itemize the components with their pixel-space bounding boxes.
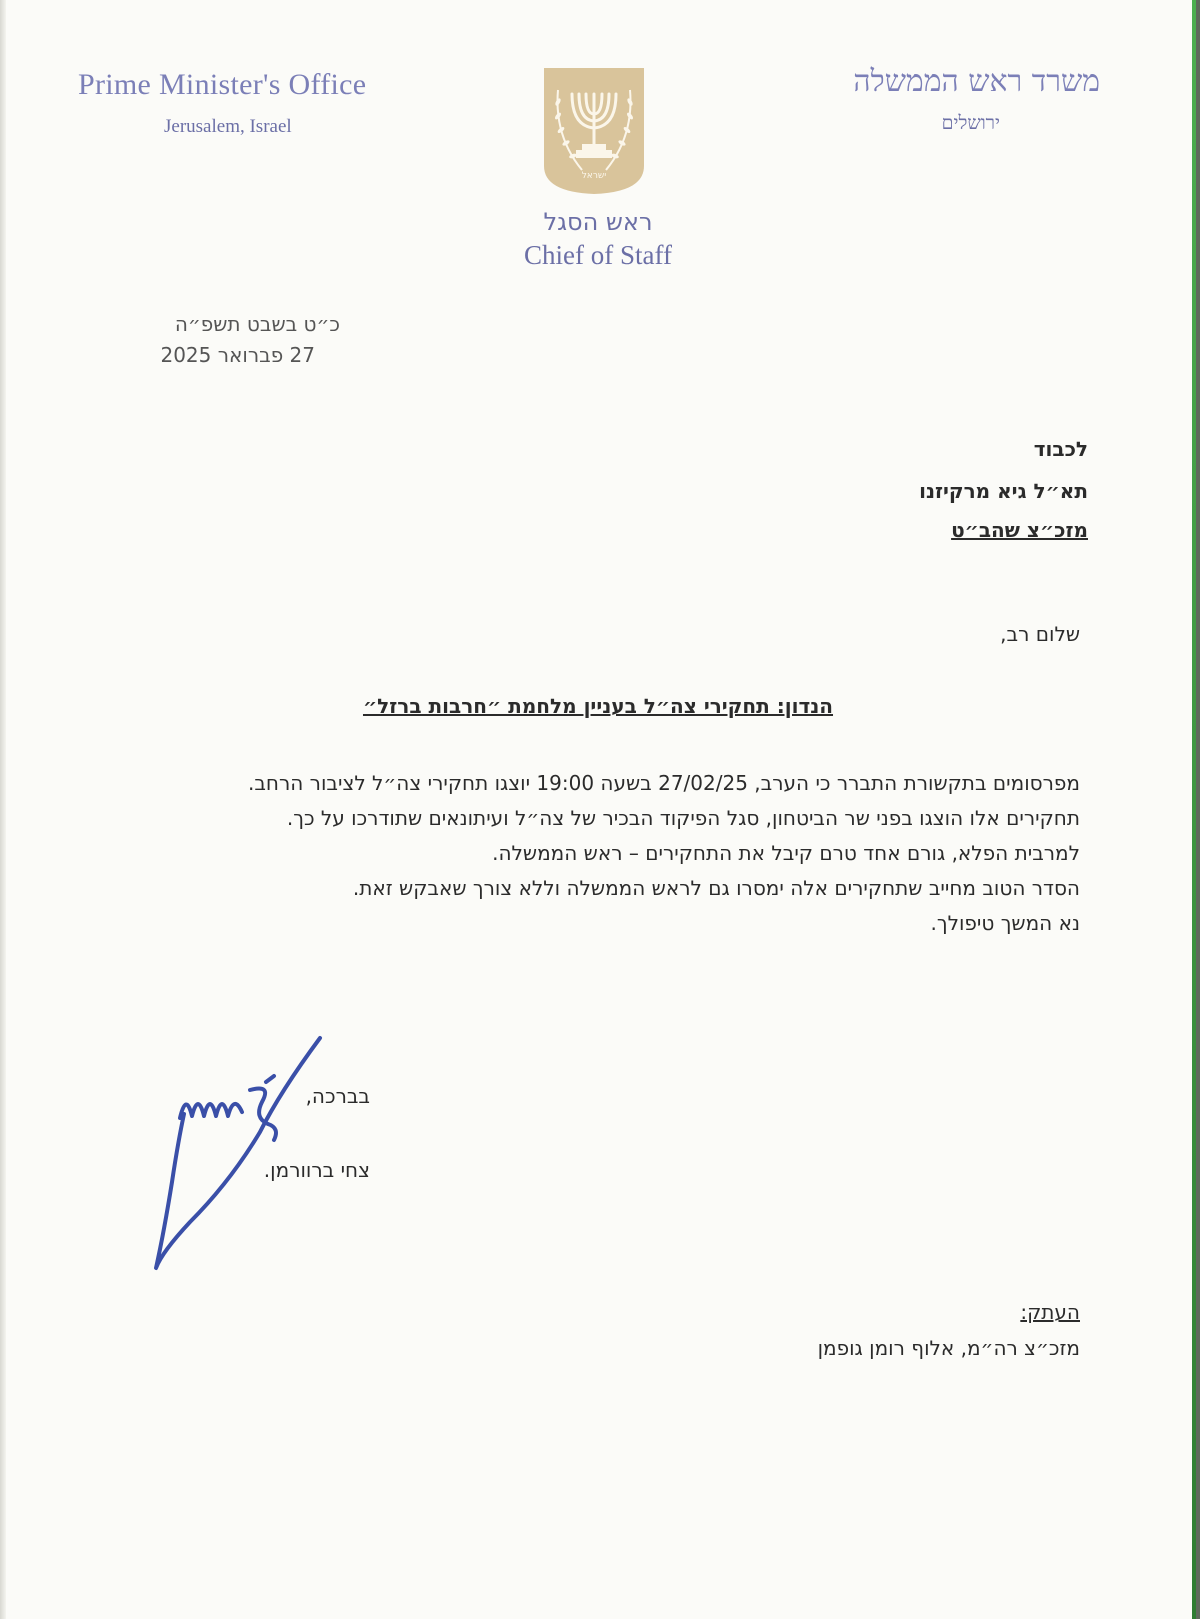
cc-label: העתק: (1020, 1300, 1080, 1324)
subject-line: הנדון: תחקירי צה״ל בעניין מלחמת ״חרבות ברזל״ (362, 694, 834, 718)
signer-name: צחי ברוורמן. (263, 1158, 370, 1182)
body-paragraph: תחקירים אלו הוצגו בפני שר הביטחון, סגל הפיקוד הבכיר של צה״ל ועיתונאים שתודרכו על כך. (286, 806, 1080, 830)
body-paragraph: מפרסומים בתקשורת התברר כי הערב, 27/02/25 בשעה 19:00 יוצגו תחקירי צה״ל לציבור הרחב. (247, 771, 1080, 795)
handwritten-signature (150, 1032, 350, 1272)
page-right-edge (1192, 0, 1196, 1619)
office-city-he: ירושלים (941, 112, 1000, 134)
recipient-name: תא״ל גיא מרקיזנו (919, 479, 1088, 503)
greeting: שלום רב, (1000, 622, 1080, 646)
role-title-he: ראש הסגל (543, 208, 653, 236)
date-hebrew: כ״ט בשבט תשפ״ה (174, 312, 340, 336)
date-gregorian: 27 פברואר 2025 (160, 343, 315, 367)
recipient-label: לכבוד (1033, 437, 1088, 461)
office-city-en: Jerusalem, Israel (164, 116, 292, 137)
office-name-en: Prime Minister's Office (78, 68, 367, 101)
recipient-role: מזכ״צ שהב״ט (951, 518, 1088, 542)
body-paragraph: למרבית הפלא, גורם אחד טרם קיבל את התחקירים – ראש הממשלה. (492, 841, 1080, 865)
letter-body (140, 766, 1080, 941)
body-paragraph: הסדר הטוב מחייב שתחקירים אלה ימסרו גם לראש הממשלה וללא צורך שאבקש זאת. (352, 876, 1080, 900)
state-emblem-icon (542, 66, 646, 196)
emblem-caption: ישראל (581, 171, 607, 181)
cc-recipients: מזכ״צ רה״מ, אלוף רומן גופמן (817, 1336, 1080, 1360)
office-name-he: משרד ראש הממשלה (853, 64, 1100, 99)
body-paragraph: נא המשך טיפולך. (930, 911, 1080, 935)
closing: בברכה, (305, 1084, 370, 1108)
role-title-en: Chief of Staff (524, 240, 672, 270)
